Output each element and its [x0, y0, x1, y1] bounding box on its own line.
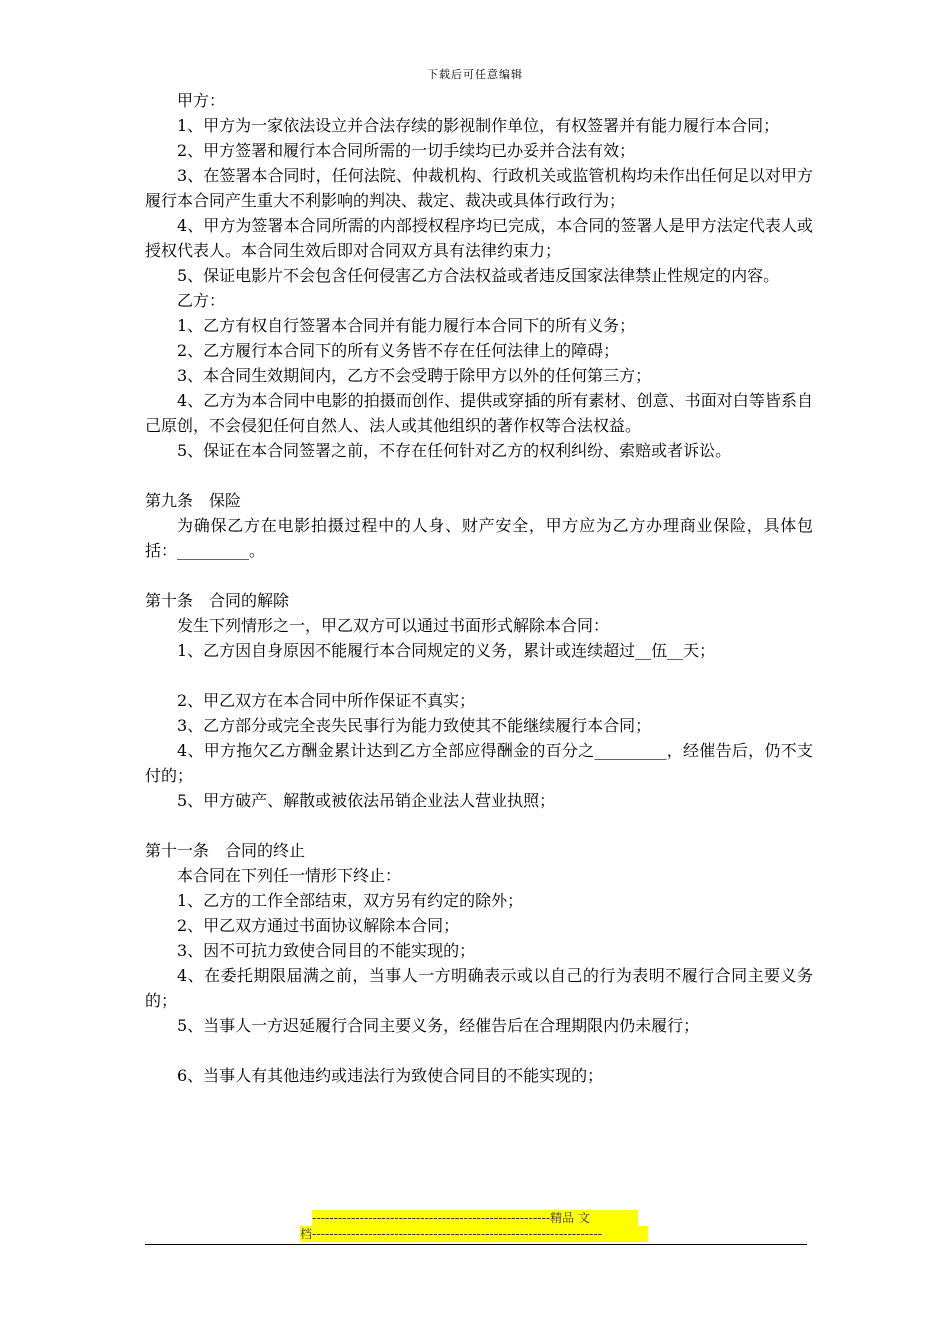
- paragraph: 3、乙方部分或完全丧失民事行为能力致使其不能继续履行本合同；: [177, 716, 652, 735]
- paragraph: 2、乙方履行本合同下的所有义务皆不存在任何法律上的障碍；: [177, 341, 620, 360]
- paragraph: 4、甲方为签署本合同所需的内部授权程序均已完成，本合同的签署人是甲方法定代表人或授权代表人。本合同生效后即对合同双方具有法律约束力；: [145, 216, 813, 260]
- footer-watermark: [300, 1210, 650, 1242]
- section-heading: 第十条 合同的解除: [145, 591, 290, 610]
- paragraph: 为确保乙方在电影拍摄过程中的人身、财产安全，甲方应为乙方办理商业保险，具体包括：_________。: [145, 516, 813, 560]
- spacer: [145, 1038, 813, 1063]
- footer-divider: [145, 1244, 807, 1245]
- paragraph: 6、当事人有其他违约或违法行为致使合同目的不能实现的；: [177, 1066, 604, 1085]
- page-header: 下载后可任意编辑: [427, 68, 523, 81]
- paragraph: 乙方：: [177, 291, 226, 310]
- paragraph: 1、乙方因自身原因不能履行本合同规定的义务，累计或连续超过__伍__天；: [177, 641, 716, 660]
- paragraph: 3、在签署本合同时，任何法院、仲裁机构、行政机关或监管机构均未作出任何足以对甲方履行本合同产生重大不利影响的判决、裁定、裁决或具体行政行为；: [145, 166, 813, 210]
- paragraph: 5、甲方破产、解散或被依法吊销企业法人营业执照；: [177, 791, 556, 810]
- spacer: [145, 813, 813, 838]
- spacer: [145, 663, 813, 688]
- document-body: [145, 88, 813, 1088]
- paragraph: 5、当事人一方迟延履行合同主要义务，经催告后在合理期限内仍未履行；: [177, 1016, 700, 1035]
- paragraph: 2、甲乙双方在本合同中所作保证不真实；: [177, 691, 476, 710]
- paragraph: 3、因不可抗力致使合同目的不能实现的；: [177, 941, 476, 960]
- paragraph: 4、甲方拖欠乙方酬金累计达到乙方全部应得酬金的百分之_________，经催告后，仍不支付的；: [145, 741, 813, 785]
- spacer: [145, 563, 813, 588]
- paragraph: 1、甲方为一家依法设立并合法存续的影视制作单位，有权签署并有能力履行本合同；: [177, 116, 780, 135]
- paragraph: 2、甲乙双方通过书面协议解除本合同；: [177, 916, 460, 935]
- paragraph: 5、保证在本合同签署之前，不存在任何针对乙方的权利纠纷、索赔或者诉讼。: [177, 441, 732, 460]
- footer-line: 档-------------------------------------------------------------------: [300, 1226, 648, 1242]
- paragraph: 甲方：: [177, 91, 226, 110]
- paragraph: 发生下列情形之一，甲乙双方可以通过书面形式解除本合同：: [177, 616, 610, 635]
- paragraph: 4、乙方为本合同中电影的拍摄而创作、提供或穿插的所有素材、创意、书面对白等皆系自己原创，不会侵犯任何自然人、法人或其他组织的著作权等合法权益。: [145, 391, 813, 435]
- spacer: [145, 463, 813, 488]
- footer-line: -------------------------------------------------------精品 文: [312, 1210, 638, 1226]
- paragraph: 1、乙方有权自行签署本合同并有能力履行本合同下的所有义务；: [177, 316, 636, 335]
- section-heading: 第十一条 合同的终止: [145, 841, 306, 860]
- paragraph: 4、在委托期限届满之前，当事人一方明确表示或以自己的行为表明不履行合同主要义务的；: [145, 966, 813, 1010]
- paragraph: 本合同在下列任一情形下终止：: [177, 866, 402, 885]
- section-heading: 第九条 保险: [145, 491, 242, 510]
- paragraph: 3、本合同生效期间内，乙方不会受聘于除甲方以外的任何第三方；: [177, 366, 652, 385]
- paragraph: 5、保证电影片不会包含任何侵害乙方合法权益或者违反国家法律禁止性规定的内容。: [177, 266, 780, 285]
- paragraph: 1、乙方的工作全部结束，双方另有约定的除外；: [177, 891, 524, 910]
- paragraph: 2、甲方签署和履行本合同所需的一切手续均已办妥并合法有效；: [177, 141, 636, 160]
